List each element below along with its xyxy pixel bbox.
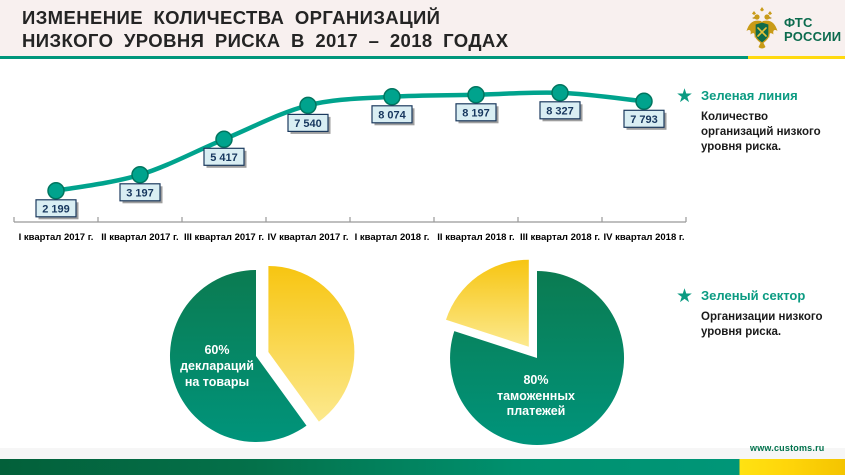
svg-text:I квартал 2018 г.: I квартал 2018 г.	[354, 232, 430, 243]
page-title-line1: ИЗМЕНЕНИЕ КОЛИЧЕСТВА ОРГАНИЗАЦИЙ	[22, 7, 441, 28]
footer-strip	[0, 448, 845, 459]
star-icon: ★	[676, 86, 694, 107]
svg-text:8 074: 8 074	[378, 109, 406, 122]
svg-text:8 197: 8 197	[462, 107, 490, 120]
svg-text:5 417: 5 417	[210, 151, 238, 164]
svg-text:7 793: 7 793	[630, 113, 658, 126]
legend-sector-description: Организации низкого уровня риска.	[701, 311, 823, 338]
page-title-line2: НИЗКОГО УРОВНЯ РИСКА В 2017 – 2018 ГОДАХ	[22, 30, 509, 51]
svg-text:платежей: платежей	[506, 404, 566, 418]
svg-text:III квартал 2018 г.: III квартал 2018 г.	[519, 232, 601, 243]
svg-text:8 327: 8 327	[546, 105, 574, 118]
pie-charts	[0, 250, 845, 450]
legend-line-description: Количество организаций низкого уровня риска.	[701, 111, 821, 153]
svg-text:деклараций: деклараций	[180, 359, 254, 373]
svg-text:III квартал 2017 г.: III квартал 2017 г.	[183, 232, 265, 243]
svg-text:II квартал 2017 г.: II квартал 2017 г.	[101, 232, 179, 243]
legend-sector	[676, 288, 836, 340]
svg-text:I квартал 2017 г.: I квартал 2017 г.	[18, 232, 94, 243]
star-icon: ★	[676, 286, 694, 307]
svg-text:на товары: на товары	[184, 375, 250, 389]
svg-text:IV квартал 2017 г.: IV квартал 2017 г.	[267, 232, 349, 243]
footer-url: www.customs.ru	[750, 443, 825, 453]
svg-text:60%: 60%	[204, 343, 230, 357]
svg-text:IV квартал 2018 г.: IV квартал 2018 г.	[603, 232, 685, 243]
legend-line	[676, 88, 836, 155]
svg-text:II квартал 2018 г.: II квартал 2018 г.	[437, 232, 515, 243]
svg-text:3 197: 3 197	[126, 187, 154, 200]
page-title	[22, 6, 508, 52]
fts-logo-text	[784, 16, 841, 44]
legend-sector-title: Зеленый сектор	[701, 288, 806, 303]
footer-bar	[0, 459, 845, 475]
header	[0, 0, 845, 56]
svg-text:80%: 80%	[523, 373, 549, 387]
svg-text:2 199: 2 199	[42, 203, 70, 216]
svg-text:таможенных: таможенных	[496, 389, 576, 403]
fts-emblem-icon	[744, 6, 780, 52]
fts-logo-text-line2: РОССИИ	[784, 29, 842, 44]
fts-logo-text-line1: ФТС	[784, 15, 813, 30]
svg-text:7 540: 7 540	[294, 117, 322, 130]
legend-line-title: Зеленая линия	[701, 88, 798, 103]
fts-logo	[744, 4, 844, 54]
